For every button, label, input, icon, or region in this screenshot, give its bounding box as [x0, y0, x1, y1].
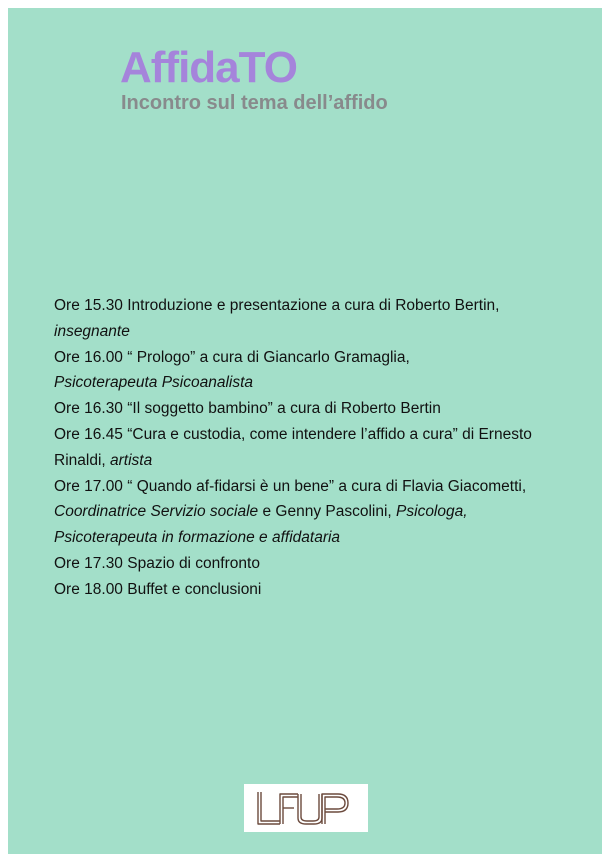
program-item: Ore 16.00 “ Prologo” a cura di Giancarlo Gramaglia, Psicoterapeuta Psicoanalista [54, 348, 410, 392]
program-item: Ore 17.30 Spazio di confronto [54, 554, 260, 572]
lfup-logo [244, 784, 368, 832]
program-item: Ore 16.45 “Cura e custodia, come intendere l’affido a cura” di Ernesto Rinaldi, artista [54, 425, 532, 469]
program-item: Ore 15.30 Introduzione e presentazione a cura di Roberto Bertin, insegnante [54, 297, 500, 340]
program-item: Ore 17.00 “ Quando af-fidarsi è un bene” a cura di Flavia Giacometti, Coordinatrice Servizio sociale e Genny Pascolini, Psicologa, Psicoterapeuta in formazione e affidataria [54, 477, 527, 547]
flyer-page [8, 8, 602, 854]
program-item: Ore 16.30 “Il soggetto bambino” a cura di Roberto Bertin [54, 400, 441, 418]
lfup-logo-icon [244, 784, 368, 832]
event-title: AffidaTO [120, 43, 297, 92]
event-subtitle: Incontro sul tema dell’affido [121, 92, 388, 114]
program-item: Ore 18.00 Buffet e conclusioni [54, 580, 262, 598]
program-list [54, 293, 574, 603]
